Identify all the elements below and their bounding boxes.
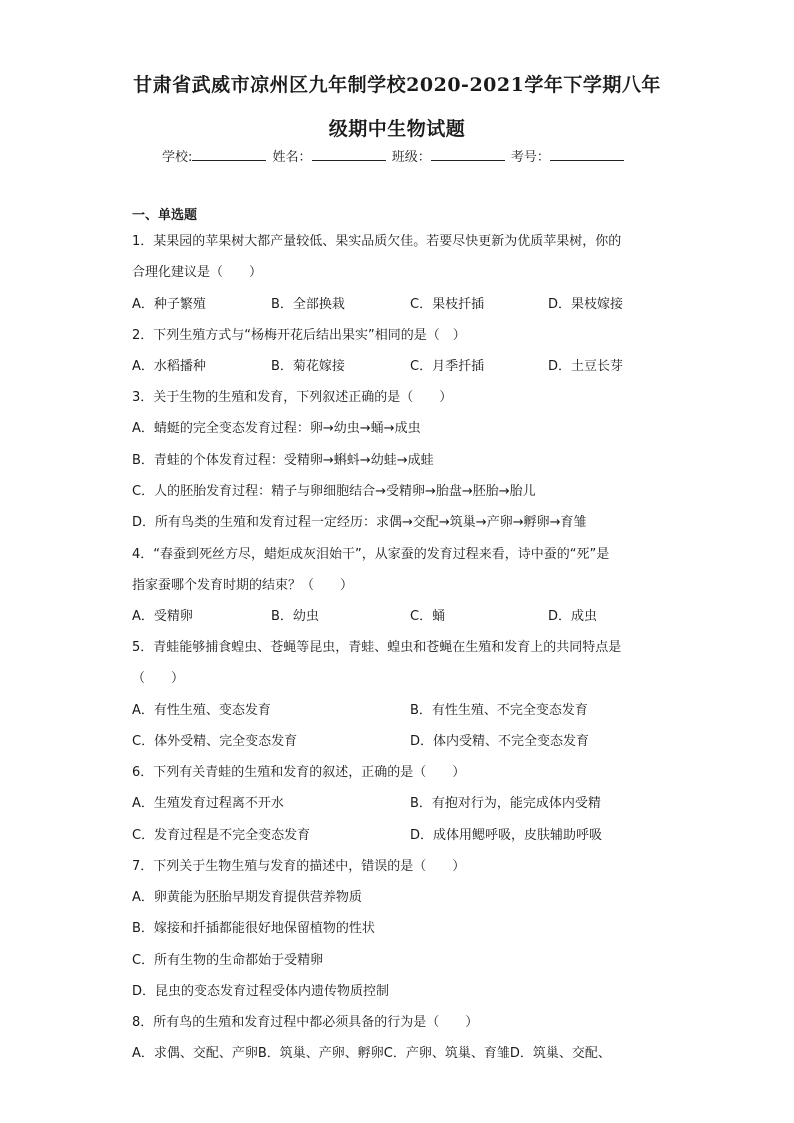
question-3-option-d: D．所有鸟类的生殖和发育过程一定经历：求偶→交配→筑巢→产卵→孵卵→育雏 — [132, 515, 587, 530]
question-2-stem: 2．下列生殖方式与“杨梅开花后结出果实”相同的是（ ） — [132, 328, 466, 343]
section-heading: 一、单选题 — [132, 208, 198, 223]
question-6-option-a: A．生殖发育过程离不开水 — [132, 796, 284, 811]
question-1-stem-cont: 合理化建议是（ ） — [132, 265, 263, 280]
question-1-stem: 1．某果园的苹果树大都产量较低、果实品质欠佳。若要尽快更新为优质苹果树，你的 — [132, 234, 622, 249]
question-4-stem: 4．“春蚕到死丝方尽，蜡炬成灰泪始干”，从家蚕的发育过程来看，诗中蚕的“死”是 — [132, 547, 610, 562]
question-2-option-d: D．土豆长芽 — [548, 359, 624, 374]
question-2-option-c: C．月季扦插 — [410, 359, 485, 374]
question-7-option-c: C．所有生物的生命都始于受精卵 — [132, 953, 324, 968]
question-4-option-a: A．受精卵 — [132, 609, 193, 624]
class-label: 班级： — [391, 150, 431, 165]
school-blank — [192, 148, 266, 161]
question-4-option-b: B．幼虫 — [271, 609, 319, 624]
question-7-option-b: B．嫁接和扦插都能很好地保留植物的性状 — [132, 921, 375, 936]
school-label: 学校: — [162, 150, 193, 165]
question-2-option-b: B．菊花嫁接 — [271, 359, 345, 374]
question-6-option-d: D．成体用鳃呼吸，皮肤辅助呼吸 — [410, 828, 603, 843]
question-2-option-a: A．水稻播种 — [132, 359, 206, 374]
class-blank — [431, 148, 505, 161]
question-5-option-b: B．有性生殖、不完全变态发育 — [410, 703, 588, 718]
question-1-option-d: D．果枝嫁接 — [548, 297, 624, 312]
question-8-stem: 8．所有鸟的生殖和发育过程中都必须具备的行为是（ ） — [132, 1015, 479, 1030]
question-6-stem: 6．下列有关青蛙的生殖和发育的叙述，正确的是（ ） — [132, 765, 466, 780]
question-6-option-c: C．发育过程是不完全变态发育 — [132, 828, 311, 843]
student-info-row — [162, 146, 626, 165]
question-3-option-b: B．青蛙的个体发育过程：受精卵→蝌蚪→幼蛙→成蛙 — [132, 453, 434, 468]
question-7-stem: 7．下列关于生物生殖与发育的描述中，错误的是（ ） — [132, 859, 466, 874]
page-title-line2: 级期中生物试题 — [328, 118, 466, 140]
question-5-option-d: D．体内受精、不完全变态发育 — [410, 734, 590, 749]
name-blank — [312, 148, 386, 161]
question-4-option-c: C．蛹 — [410, 609, 446, 624]
question-1-option-a: A．种子繁殖 — [132, 297, 206, 312]
question-3-option-c: C．人的胚胎发育过程：精子与卵细胞结合→受精卵→胎盘→胚胎→胎儿 — [132, 484, 536, 499]
question-5-option-a: A．有性生殖、变态发育 — [132, 703, 271, 718]
question-5-option-c: C．体外受精、完全变态发育 — [132, 734, 298, 749]
name-label: 姓名： — [272, 150, 312, 165]
exam-number-label: 考号： — [510, 150, 550, 165]
question-7-option-d: D．昆虫的变态发育过程受体内遗传物质控制 — [132, 984, 390, 999]
question-6-option-b: B．有抱对行为，能完成体内受精 — [410, 796, 601, 811]
question-1-option-c: C．果枝扦插 — [410, 297, 485, 312]
question-5-stem-cont: （ ） — [132, 671, 185, 686]
question-5-stem: 5．青蛙能够捕食蝗虫、苍蝇等昆虫，青蛙、蝗虫和苍蝇在生殖和发育上的共同特点是 — [132, 640, 622, 655]
question-1-option-b: B．全部换栽 — [271, 297, 345, 312]
page-title-line1: 甘肃省武威市凉州区九年制学校2020-2021学年下学期八年 — [133, 74, 661, 96]
question-8-options: A．求偶、交配、产卵B．筑巢、产卵、孵卵C．产卵、筑巢、育雏D．筑巢、交配、 — [132, 1046, 611, 1061]
exam-number-blank — [550, 148, 624, 161]
question-7-option-a: A．卵黄能为胚胎早期发育提供营养物质 — [132, 890, 362, 905]
question-3-stem: 3．关于生物的生殖和发育，下列叙述正确的是（ ） — [132, 390, 453, 405]
question-4-stem-cont: 指家蚕哪个发育时期的结束？（ ） — [132, 578, 354, 593]
question-3-option-a: A．蜻蜓的完全变态发育过程：卵→幼虫→蛹→成虫 — [132, 421, 421, 436]
question-4-option-d: D．成虫 — [548, 609, 598, 624]
